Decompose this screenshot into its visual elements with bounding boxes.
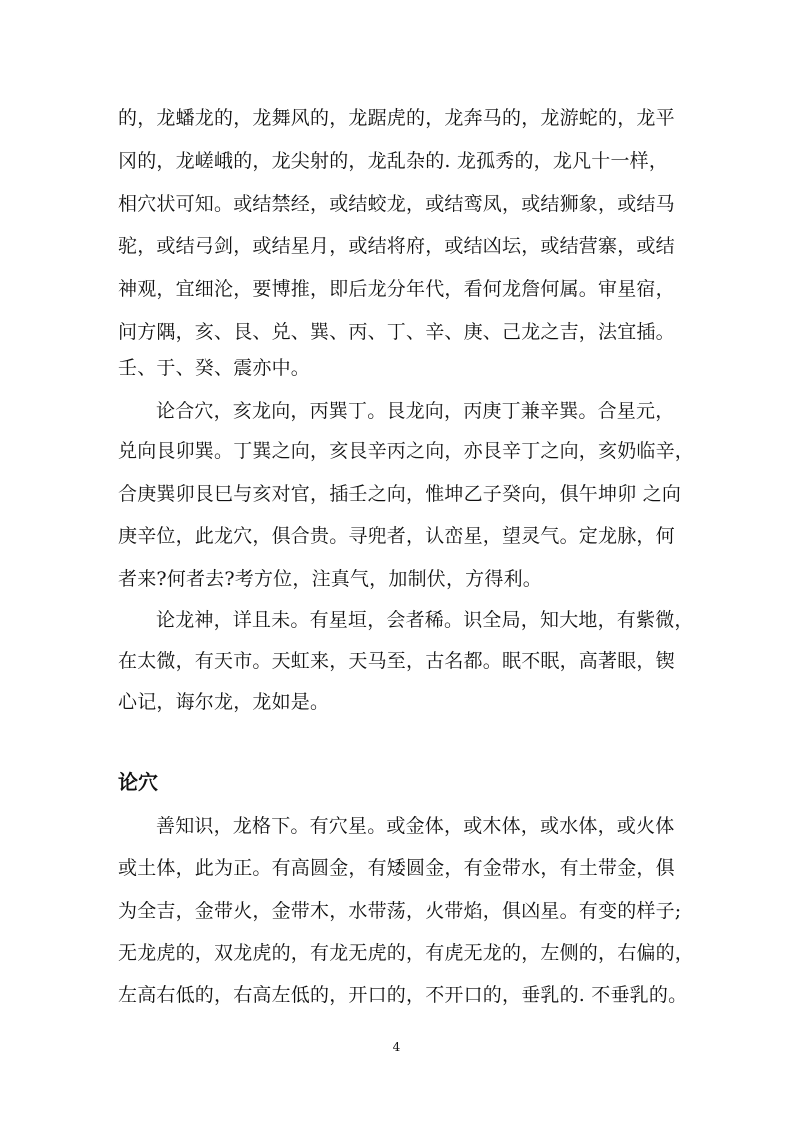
text-line: 庚辛位，此龙穴，俱合贵。寻兜者，认峦星，望灵气。定龙脉，何 bbox=[118, 525, 675, 547]
text-line: 问方隅，亥、艮、兑、巽、丙、丁、辛、庚、己龙之吉，法宜插。 bbox=[118, 321, 675, 343]
text-line: 兑向艮卯巽。丁巽之向，亥艮辛丙之向，亦艮辛丁之向，亥奶临辛， bbox=[118, 440, 695, 462]
text-line: 驼，或结弓剑，或结星月，或结将府，或结凶坛，或结营寨，或结 bbox=[118, 235, 675, 257]
text-line: 心记，诲尔龙，龙如是。 bbox=[118, 691, 330, 713]
page-number: 4 bbox=[392, 1040, 401, 1054]
text-line: 或土体，此为正。有高圆金，有矮圆金，有金带水，有土带金，俱 bbox=[118, 857, 675, 879]
text-line: 者来?何者去?考方位，注真气，加制伏，方得利。 bbox=[118, 568, 542, 590]
text-line: 合庚巽卯艮巳与亥对官，插壬之向，惟坤乙子癸向，俱午坤卯 之向 bbox=[118, 483, 682, 505]
text-line: 善知识，龙格下。有穴星。或金体，或木体，或水体，或火体 bbox=[156, 815, 675, 837]
text-line: 壬、于、癸、震亦中。 bbox=[118, 357, 311, 379]
text-line: 的，龙蟠龙的，龙舞风的，龙踞虎的，龙奔马的，龙游蛇的，龙平 bbox=[118, 107, 675, 129]
text-line: 论龙神，详且未。有星垣，会者稀。识全局，知大地，有紫微， bbox=[156, 609, 694, 631]
text-line: 冈的，龙嵯峨的，龙尖射的，龙乱杂的. 龙孤秀的，龙凡十一样， bbox=[118, 150, 669, 172]
text-line: 左高右低的，右高左低的，开口的，不开口的，垂乳的. 不垂乳的。 bbox=[118, 984, 688, 1006]
text-line: 神观，宜细沦，要博推，即后龙分年代，看何龙詹何属。审星宿， bbox=[118, 278, 675, 300]
section-heading: 论穴 bbox=[118, 770, 158, 794]
text-line: 为全吉，金带火，金带木，水带荡，火带焰，俱凶星。有变的样子; bbox=[118, 900, 682, 922]
text-line: 在太微，有天市。天虹来，天马至，古名都。眠不眠，高著眼，锲 bbox=[118, 650, 675, 672]
text-line: 相穴状可知。或结禁经，或结蛟龙，或结鸾凤，或结狮象，或结马 bbox=[118, 193, 675, 215]
text-line: 论合穴，亥龙向，丙巽丁。艮龙向，丙庚丁兼辛巽。合星元， bbox=[156, 400, 675, 422]
text-line: 无龙虎的，双龙虎的，有龙无虎的，有虎无龙的，左侧的，右偏的， bbox=[118, 942, 695, 964]
